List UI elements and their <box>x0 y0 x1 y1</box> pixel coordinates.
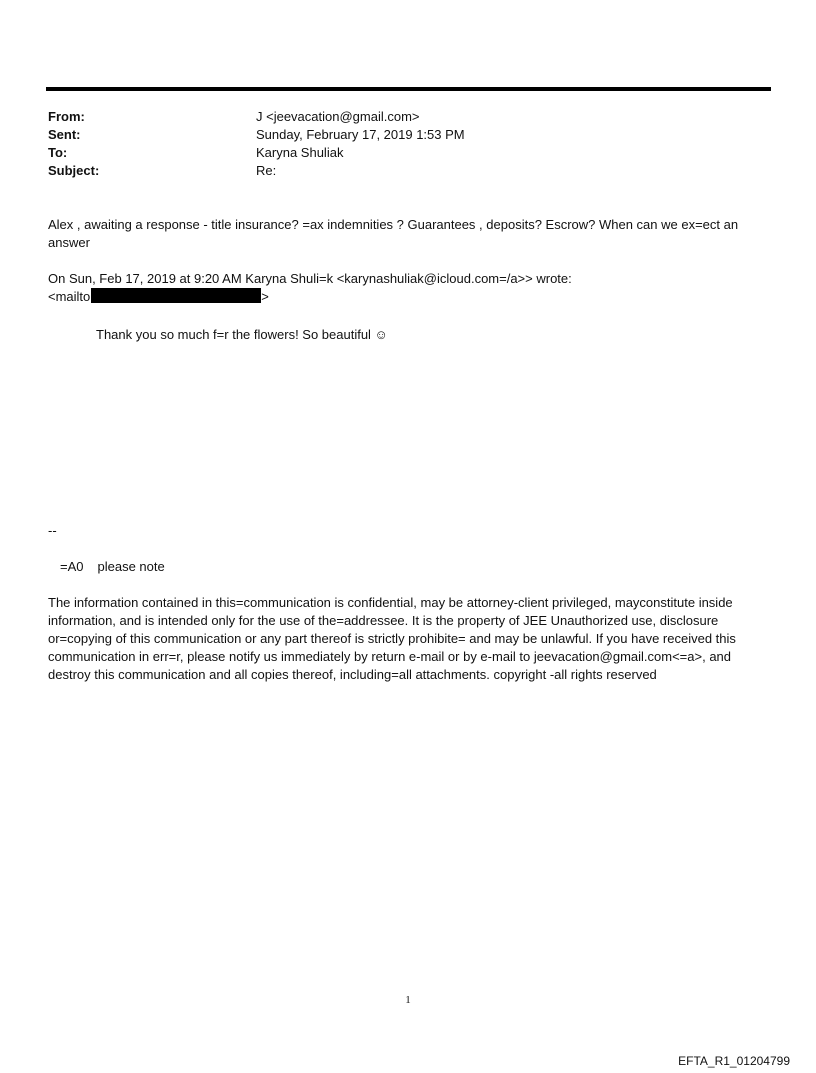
sent-row <box>48 126 465 144</box>
email-header <box>48 108 465 180</box>
document-id: EFTA_R1_01204799 <box>678 1054 790 1068</box>
subject-row <box>48 162 465 180</box>
subject-label: Subject: <box>48 163 100 178</box>
signature-separator: -- <box>48 523 57 538</box>
note-line <box>60 558 165 576</box>
note-code: =A0 <box>60 559 84 574</box>
mailto-prefix: <mailto <box>48 289 91 304</box>
note-text: please note <box>97 559 165 574</box>
redaction-block <box>91 288 261 303</box>
sent-value: Sunday, February 17, 2019 1:53 PM <box>256 127 465 142</box>
message-body: Alex , awaiting a response - title insurance? =ax indemnities ? Guarantees , deposits? Escrow? When can we ex=ect an answer <box>48 217 739 250</box>
to-value: Karyna Shuliak <box>256 145 344 160</box>
mailto-line <box>48 288 768 306</box>
sent-label: Sent: <box>48 127 81 142</box>
from-row <box>48 108 465 126</box>
subject-value: Re: <box>256 163 277 178</box>
header-rule <box>46 87 771 91</box>
to-row <box>48 144 465 162</box>
disclaimer: The information contained in this=communication is confidential, may be attorney-client privileged, mayconstitute inside information, and is intended only for the use of the=addressee. It is the property of JEE Unauthorized use, disclosure or=copying of this communication or any part thereof is strictly prohibite= and may be unlawful. If you have received this communication in err=r, please notify us immediately by return e-mail or by e-mail to jeevacation@gmail.com<=a>, and destroy this communication and all copies thereof, including=all attachments. copyright -all rights reserved <box>48 595 736 682</box>
quote-intro: On Sun, Feb 17, 2019 at 9:20 AM Karyna Shuli=k <karynashuliak@icloud.com=/a>> wrote: <box>48 271 572 286</box>
mailto-suffix: > <box>261 289 269 304</box>
to-label: To: <box>48 145 68 160</box>
from-value: J <jeevacation@gmail.com> <box>256 109 420 124</box>
quoted-message: Thank you so much f=r the flowers! So beautiful ☺ <box>96 327 388 342</box>
from-label: From: <box>48 109 85 124</box>
page-number: 1 <box>405 994 411 1006</box>
